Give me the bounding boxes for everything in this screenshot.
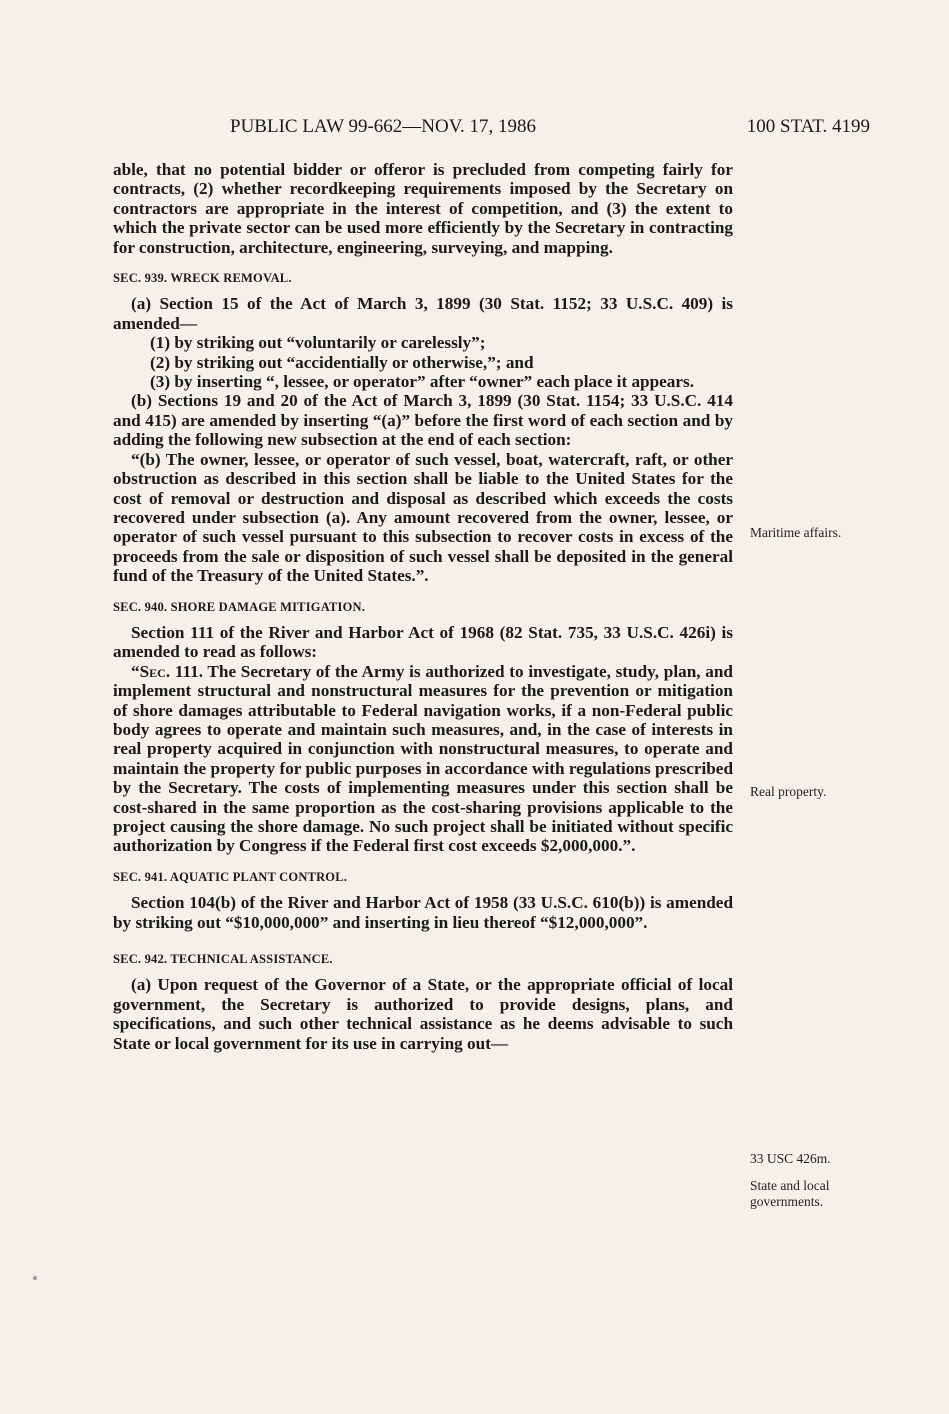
header-public-law: PUBLIC LAW 99-662—NOV. 17, 1986 xyxy=(230,116,537,137)
sec-939-a3: (3) by inserting “, lessee, or operator” after “owner” each place it appears. xyxy=(150,372,695,392)
sec-941-p1: Section 104(b) of the River and Harbor Act of 1958 (33 U.S.C. 610(b)) is amended by striking out “$10,000,000” and inserting in lieu thereof “$12,000,000”. xyxy=(113,893,733,932)
sec-940-heading: SEC. 940. SHORE DAMAGE MITIGATION. xyxy=(113,599,366,614)
margin-note-real-property: Real property. xyxy=(750,784,827,799)
sec-939-b: (b) Sections 19 and 20 of the Act of March 3, 1899 (30 Stat. 1154; 33 U.S.C. 414 and 415) are amended by inserting “(a)” before the first word of each section and by adding the following new subsection at the end of each section: xyxy=(113,391,733,450)
sec-939-heading: SEC. 939. WRECK REMOVAL. xyxy=(113,271,292,286)
sec-941-heading: SEC. 941. AQUATIC PLANT CONTROL. xyxy=(113,869,348,884)
sec-939-a-list xyxy=(113,333,733,391)
sec-942-p1: (a) Upon request of the Governor of a State, or the appropriate official of local government, the Secretary is authorized to provide designs, plans, and specifications, and such other technical assistance as he deems advisable to such State or local government for its use in carrying out— xyxy=(113,975,733,1053)
margin-note-usc-426m: 33 USC 426m. xyxy=(750,1151,831,1166)
sec-939-a1: (1) by striking out “voluntarily or carelessly”; xyxy=(150,333,486,353)
body-text xyxy=(113,160,733,1053)
margin-note-state-local: State and local governments. xyxy=(750,1178,830,1209)
sec-940-quote-open: “S xyxy=(131,661,150,681)
sec-939-a: (a) Section 15 of the Act of March 3, 1899 (30 Stat. 1152; 33 U.S.C. 409) is amended— xyxy=(113,294,733,333)
sec-940-quote xyxy=(113,662,733,856)
sec-940-quote-smallcaps: ec xyxy=(149,661,166,681)
sec-939-quote: “(b) The owner, lessee, or operator of such vessel, boat, watercraft, raft, or other obstruction as described in this section shall be liable to the United States for the cost of removal or destruction and disposal as described which exceeds the costs recovered under subsection (a). Any amount recovered from the owner, lessee, or operator of such vessel pursuant to this subsection to recover costs in excess of the proceeds from the sale or disposition of such vessel shall be deposited in the general fund of the Treasury of the United States.”. xyxy=(113,449,733,586)
sec-940-p1: Section 111 of the River and Harbor Act of 1968 (82 Stat. 735, 33 U.S.C. 426i) is amended to read as follows: xyxy=(113,622,733,662)
sec-940-quote-rest: . 111. The Secretary of the Army is authorized to investigate, study, plan, and implement structural and nonstructural measures for the prevention or mitigation of shore damages attributable to Federal navigation works, if a non-Federal public body agrees to operate and maintain such measures, and, in the case of interests in real property acquired in conjunction with nonstructural measures, to operate and maintain the property for public purposes in accordance with regulations prescribed by the Secretary. The costs of implementing measures under this section shall be cost-shared in the same proportion as the cost-sharing provisions applicable to the project causing the shore damage. No such project shall be initiated without specific authorization by Congress if the Federal first cost exceeds $2,000,000.”. xyxy=(113,661,733,856)
sec-942-heading: SEC. 942. TECHNICAL ASSISTANCE. xyxy=(113,952,333,967)
sec-939-a2: (2) by striking out “accidentially or otherwise,”; and xyxy=(150,352,534,372)
intro-paragraph: able, that no potential bidder or offeror is precluded from competing fairly for contracts, (2) whether recordkeeping requirements imposed by the Secretary on contractors are appropriate in the interest of competition, and (3) the extent to which the private sector can be used more efficiently by the Secretary in contracting for construction, architecture, engineering, surveying, and mapping. xyxy=(113,160,733,257)
scan-speck xyxy=(33,1276,37,1280)
header-stat-page: 100 STAT. 4199 xyxy=(746,116,870,137)
margin-note-maritime: Maritime affairs. xyxy=(750,525,842,540)
